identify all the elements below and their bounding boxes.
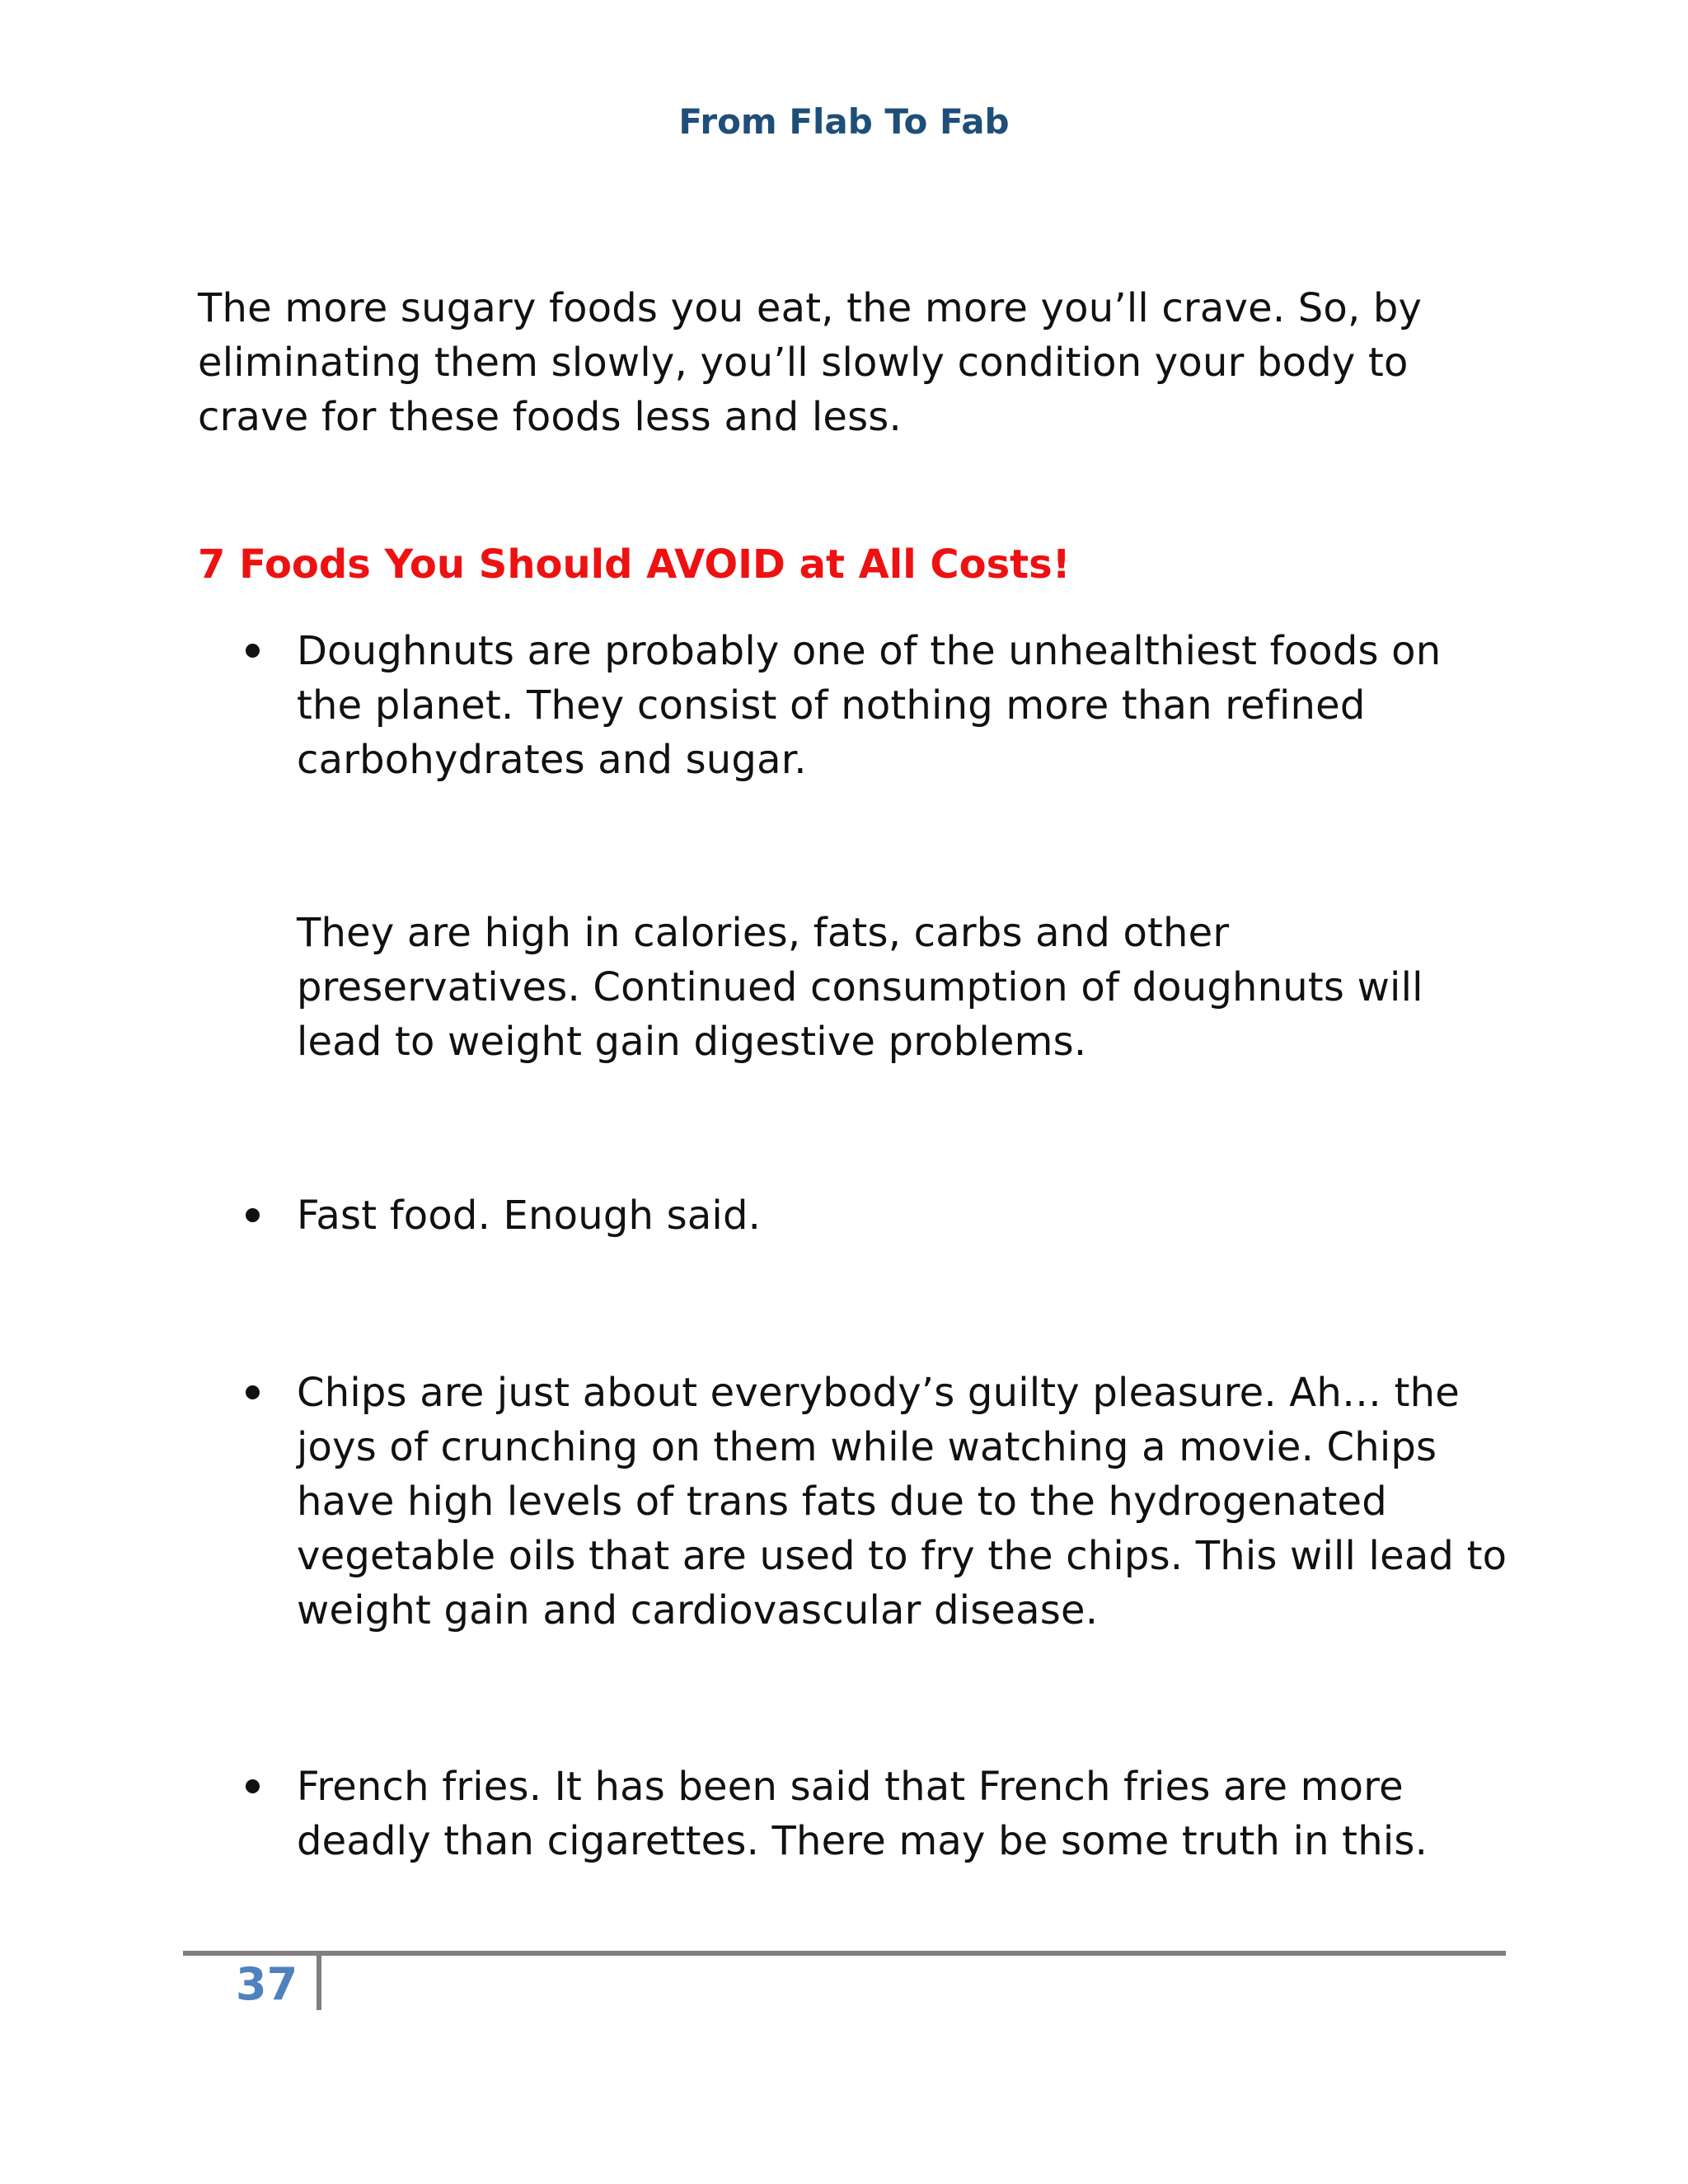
list-item-chips [297, 1366, 1508, 1638]
footer-divider [183, 1951, 1506, 1956]
intro-paragraph: The more sugary foods you eat, the more you’ll crave. So, by eliminating them slowly, you’ll slowly condition your body to crave for these foods less and less. [198, 285, 1423, 440]
section-heading: 7 Foods You Should AVOID at All Costs! [198, 541, 1071, 588]
bullet-icon [246, 1779, 260, 1793]
list-item-fast-food [297, 1188, 1508, 1243]
list-item-text: Fast food. Enough said. [297, 1193, 762, 1239]
list-item-text: Doughnuts are probably one of the unhealthiest foods on the planet. They consist of nothing more than refined carbohydrates and sugar. [297, 628, 1442, 783]
page-number: 37 [236, 1958, 298, 2010]
list-item-french-fries [297, 1760, 1508, 1868]
bullet-icon [246, 1385, 260, 1399]
list-item-text: French fries. It has been said that French fries are more deadly than cigarettes. There may be some truth in this. [297, 1764, 1428, 1864]
running-header: From Flab To Fab [678, 101, 1010, 142]
bullet-icon [246, 644, 260, 658]
list-item-doughnuts [297, 624, 1508, 1069]
list-item-text: Chips are just about everybody’s guilty pleasure. Ah… the joys of crunching on them while watching a movie. Chips have high levels of trans fats due to the hydrogenated vegetable oils that are used to fry the chips. This will lead to weight gain and cardiovascular disease. [297, 1370, 1507, 1633]
footer-vertical-divider [316, 1956, 321, 2010]
list-item-continuation: They are high in calories, fats, carbs and other preservatives. Continued consumption of doughnuts will lead to weight gain digestive problems. [297, 910, 1423, 1065]
bullet-icon [246, 1208, 260, 1222]
